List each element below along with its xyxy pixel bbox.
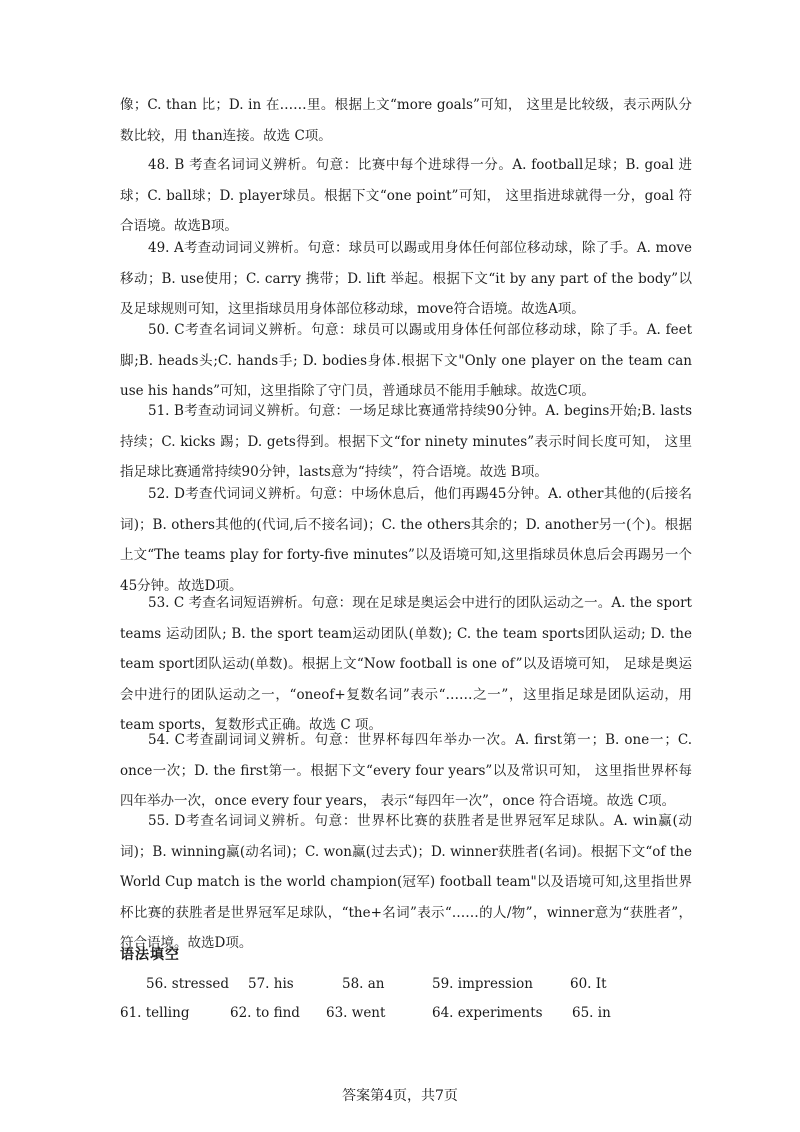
paragraph-48 xyxy=(120,150,692,242)
section-heading: 语法填空 xyxy=(120,947,180,963)
paragraph-54 xyxy=(120,725,692,817)
paragraph-text: 54. C考查副词词义辨析。句意：世界杯每四年举办一次。A. first第一；B. one一；C. once一次；D. the first第一。根据下文“every four years”以及常识可知， 这里指世界杯每四年举办一次，once every four years， 表示“每四年一次”，once 符合语境。故选 C项。 xyxy=(120,732,692,809)
paragraph-50 xyxy=(120,315,692,407)
answer-65: 65. in xyxy=(572,1005,611,1021)
paragraph-text: 52. D考查代词词义辨析。句意：中场休息后，他们再踢45分钟。A. other其他的(后接名词)；B. others其他的(代词,后不接名词)；C. the others其余的；D. another另一(个)。根据上文“The teams play for forty-five minutes”以及语境可知,这里指球员休息后会再踢另一个45分钟。故选D项。 xyxy=(120,486,692,594)
answer-63: 63. went xyxy=(326,1005,386,1021)
answer-57: 57. his xyxy=(248,976,294,992)
paragraph-text: 55. D考查名词词义辨析。句意：世界杯比赛的获胜者是世界冠军足球队。A. win赢(动词)；B. winning赢(动名词)；C. won赢(过去式)；D. winner获胜者(名词)。根据下文“of the World Cup match is the world champion(冠军) football team"以及语境可知,这里指世界杯比赛的获胜者是世界冠军足球队，“the+名词”表示“……的人/物”，winner意为“获胜者”，符合语境。故选D项。 xyxy=(120,813,692,951)
answer-64: 64. experiments xyxy=(432,1005,543,1021)
paragraph-text: 49. A考查动词词义辨析。句意：球员可以踢或用身体任何部位移动球，除了手。A. move移动；B. use使用；C. carry 携带；D. lift 举起。根据下文“it by any part of the body”以及足球规则可知，这里指球员用身体部位移动球，move符合语境。故选A项。 xyxy=(120,240,692,317)
answer-60: 60. It xyxy=(570,976,607,992)
paragraph-text: 像；C. than 比；D. in 在……里。根据上文“more goals”可知， 这里是比较级，表示两队分数比较，用 than连接。故选 C项。 xyxy=(120,97,692,144)
paragraph-47-tail xyxy=(120,90,692,151)
paragraph-49 xyxy=(120,233,692,325)
paragraph-text: 51. B考查动词词义辨析。句意：一场足球比赛通常持续90分钟。A. begins开始;B. lasts持续；C. kicks 踢；D. gets得到。根据下文“for ninety minutes”表示时间长度可知， 这里指足球比赛通常持续90分钟，lasts意为“持续”，符合语境。故选 B项。 xyxy=(120,403,692,480)
paragraph-text: 53. C 考查名词短语辨析。句意：现在足球是奥运会中进行的团队运动之一。A. the sport teams 运动团队; B. the sport team运动团队(单数); C. the team sports团队运动; D. the team sport团队运动(单数)。根据上文“Now football is one of”以及语境可知， 足球是奥运会中进行的团队运动之一，“oneof+复数名词”表示“……之一”，这里指足球是团队运动，用 team sports，复数形式正确。故选 C 项。 xyxy=(120,595,692,733)
answer-62: 62. to find xyxy=(230,1005,300,1021)
answer-56: 56. stressed xyxy=(146,976,230,992)
paragraph-52 xyxy=(120,479,692,601)
paragraph-51 xyxy=(120,396,692,488)
paragraph-55 xyxy=(120,806,692,959)
page-footer: 答案第4页，共7页 xyxy=(342,1088,458,1104)
answer-59: 59. impression xyxy=(432,976,533,992)
answer-61: 61. telling xyxy=(120,1005,190,1021)
paragraph-53 xyxy=(120,588,692,741)
answer-58: 58. an xyxy=(342,976,385,992)
paragraph-text: 50. C考查名词词义辨析。句意：球员可以踢或用身体任何部位移动球，除了手。A. feet脚;B. heads头;C. hands手; D. bodies身体.根据下文"Only one player on the team can use his hands”可知，这里指除了守门员，普通球员不能用手触球。故选C项。 xyxy=(120,322,692,399)
paragraph-text: 48. B 考查名词词义辨析。句意：比赛中每个进球得一分。A. football足球；B. goal 进球；C. ball球；D. player球员。根据下文“one point”可知， 这里指进球就得一分，goal 符合语境。故选B项。 xyxy=(120,157,692,234)
